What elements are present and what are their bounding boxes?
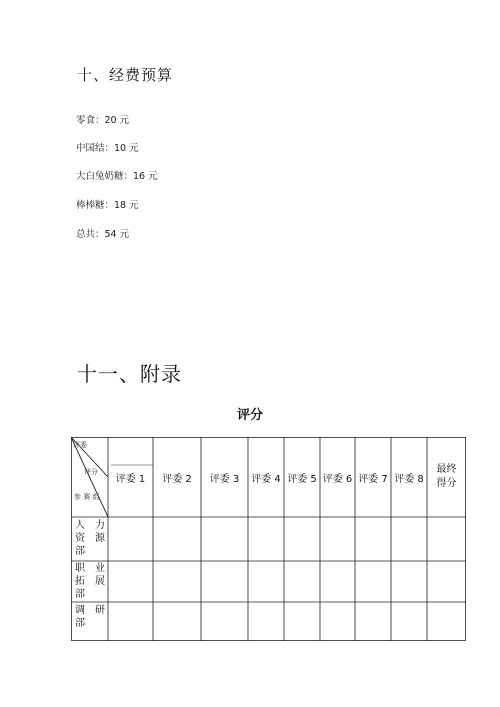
row-label-hr-line2: 资 源 [75, 533, 105, 544]
corner-label-judge: 评委 [73, 441, 87, 449]
header-judge-7: 评委 7 [358, 473, 388, 485]
header-judge-3: 评委 3 [209, 473, 240, 485]
budget-item-chinese-knot: 中国结：10 元 [76, 143, 139, 154]
section-10-title: 十、经费预算 [77, 66, 174, 84]
score-table [71, 437, 466, 641]
row-label-hr-line1: 人 力 [75, 520, 105, 531]
header-judge-6: 评委 6 [322, 473, 353, 485]
row-label-hr-line3: 部 [75, 546, 85, 557]
budget-total: 总共：54 元 [76, 229, 130, 240]
score-table-title: 评分 [236, 408, 263, 423]
budget-item-lollipop: 棒棒糖：18 元 [76, 200, 139, 211]
corner-label-team: 参 赛 组 [74, 493, 100, 501]
row-label-research-line1: 调 研 [75, 605, 105, 616]
budget-item-white-rabbit-candy: 大白兔奶糖：16 元 [76, 171, 158, 182]
row-label-career-line3: 部 [75, 589, 85, 600]
row-label-research-line2: 部 [75, 618, 85, 629]
header-final-score: 最终 得分 [436, 464, 457, 489]
section-11-title: 十一、附录 [77, 362, 182, 386]
row-label-career-line2: 拓 展 [75, 576, 105, 587]
header-judge-5: 评委 5 [287, 473, 317, 485]
header-judge-4: 评委 4 [251, 473, 281, 485]
corner-label-score: 评分 [84, 468, 98, 476]
header-judge-1: 评委 1 [115, 473, 146, 485]
budget-item-snacks: 零食：20 元 [76, 115, 130, 126]
header-judge-8: 评委 8 [394, 473, 424, 485]
row-label-career-line1: 职 业 [75, 563, 105, 574]
header-judge-2: 评委 2 [162, 473, 192, 485]
